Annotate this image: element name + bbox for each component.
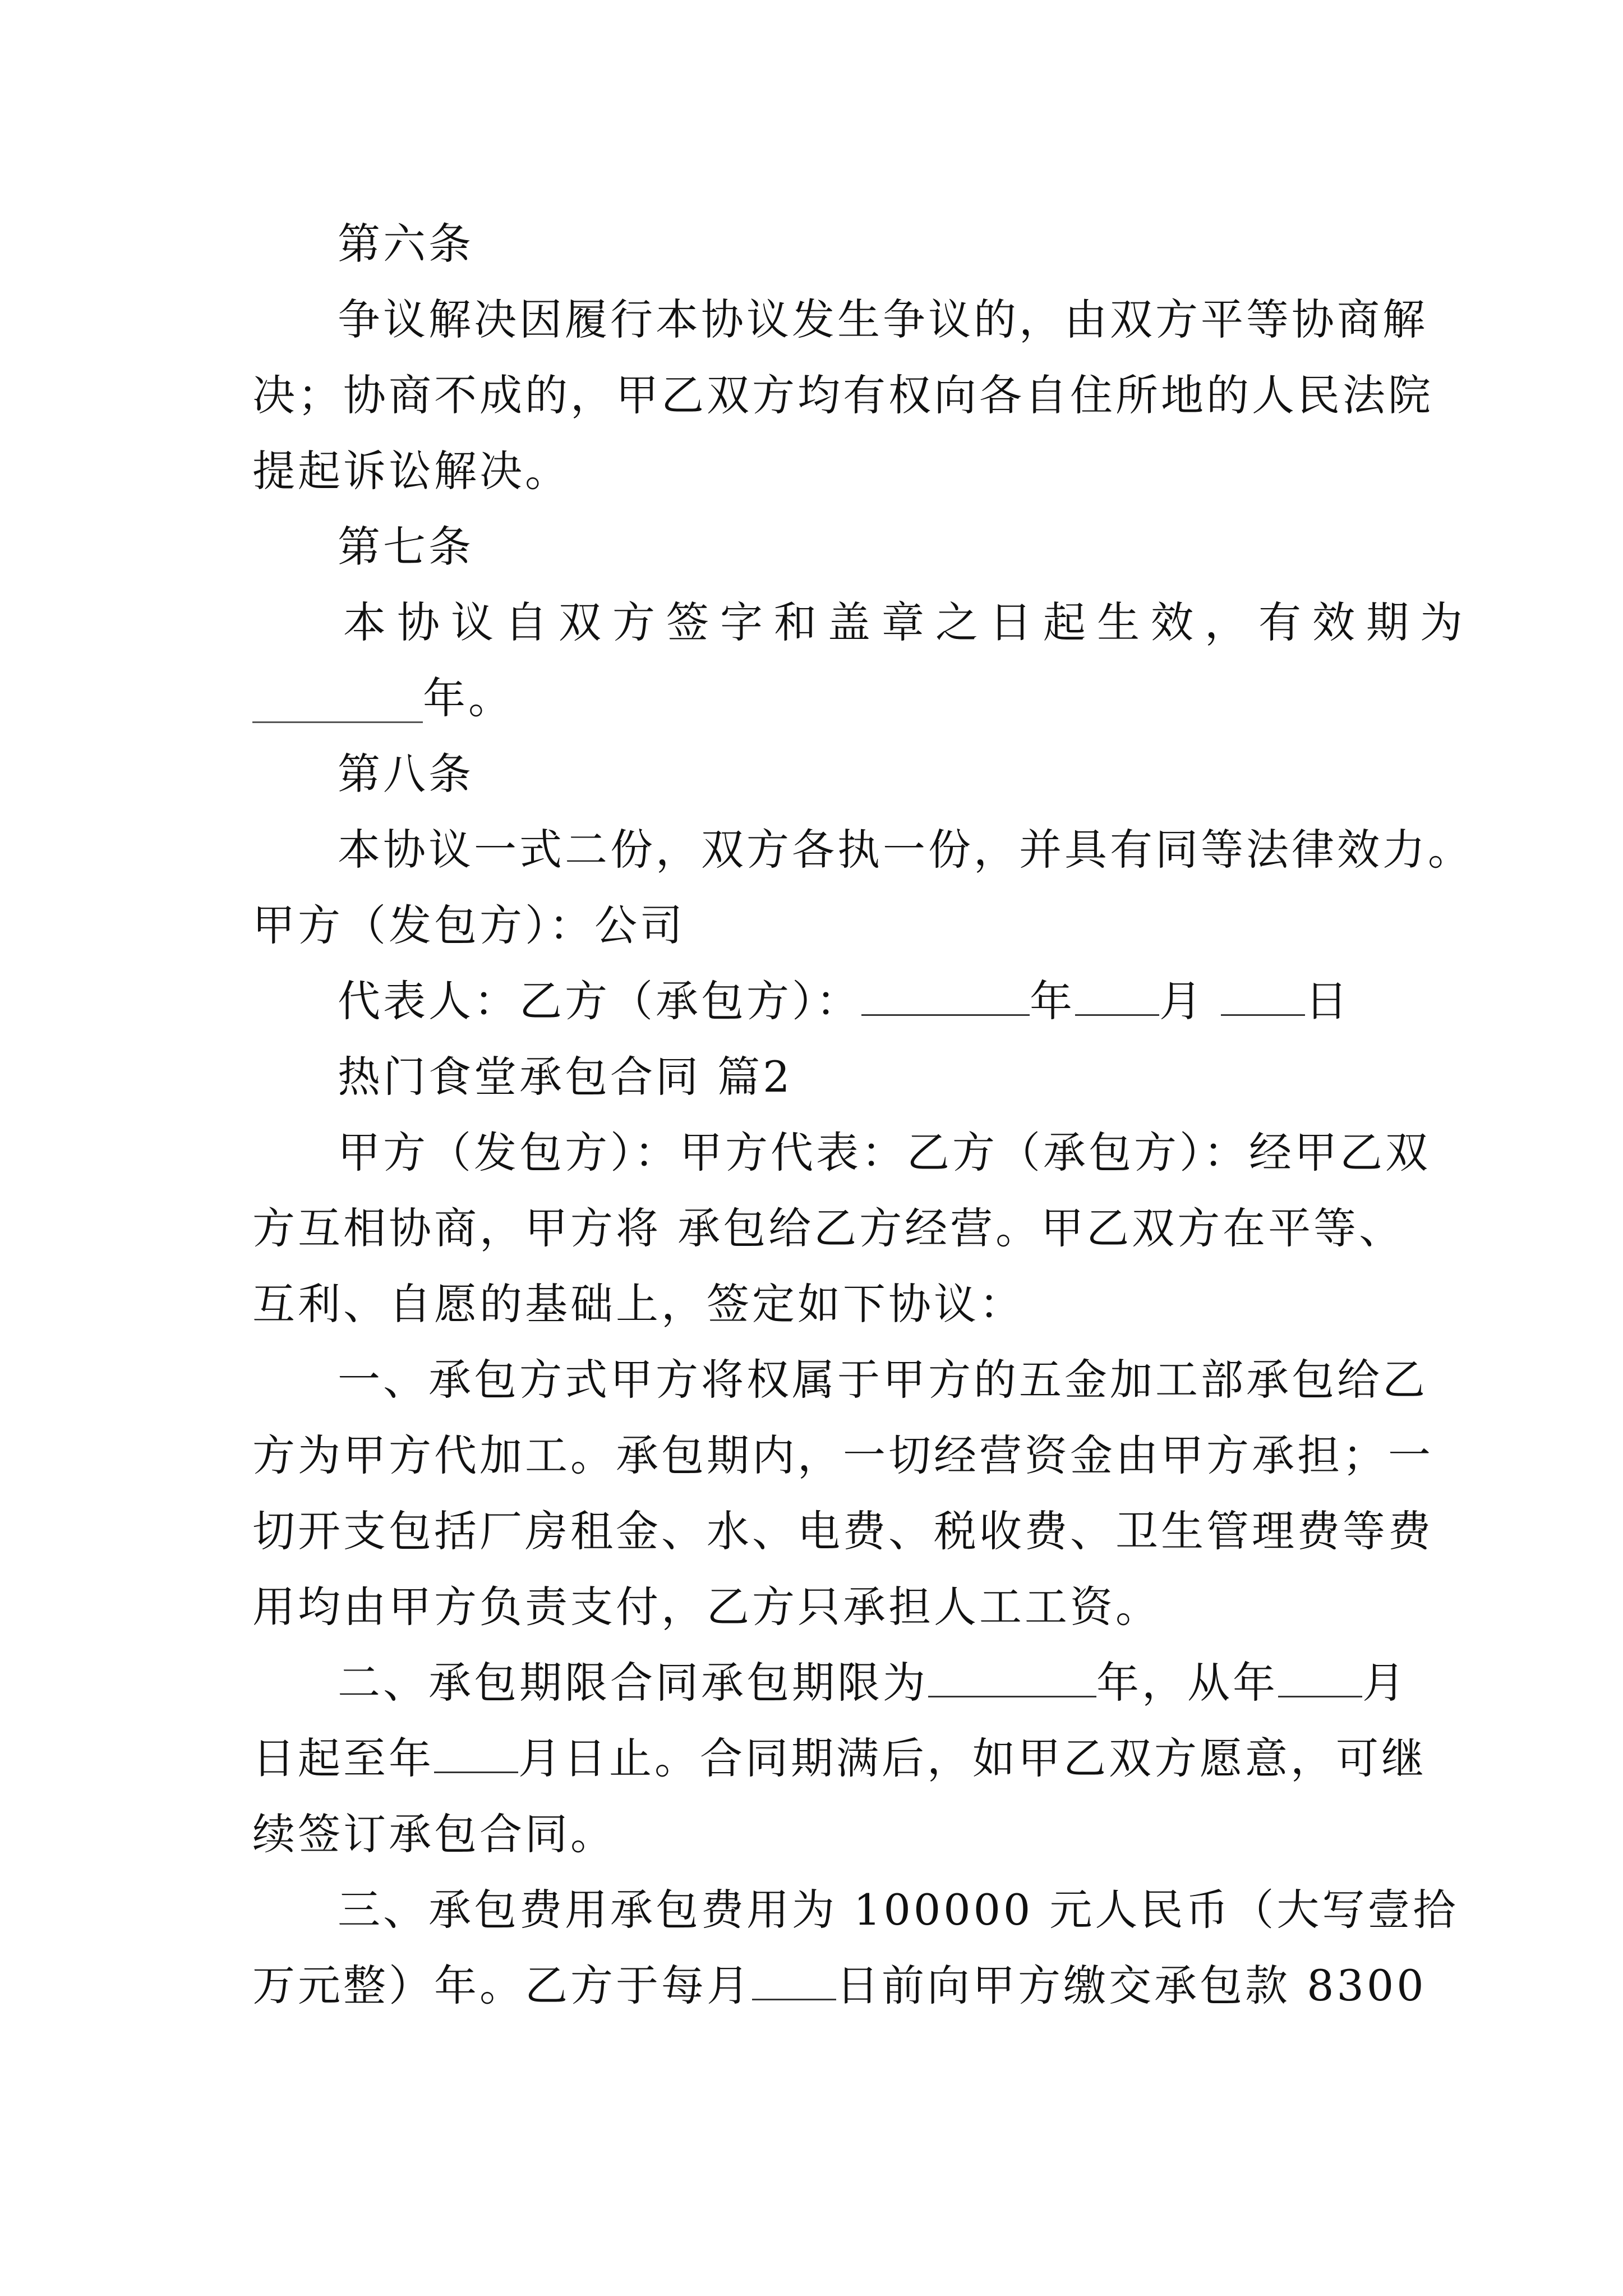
paragraph-line <box>252 670 1380 726</box>
line-text: 二、承包期限合同承包期限为 <box>338 1658 928 1708</box>
paragraph-line: 方为甲方代加工。承包期内，一切经营资金由甲方承担；一 <box>252 1430 1433 1480</box>
article-heading: 第六条 <box>338 219 474 269</box>
paragraph-line: 方互相协商，甲方将 承包给乙方经营。甲乙双方在平等、 <box>252 1203 1405 1253</box>
paragraph-line: 甲方（发包方）：甲方代表：乙方（承包方）：经甲乙双 <box>338 1128 1431 1177</box>
blank-month <box>434 1732 518 1773</box>
blank-day <box>1221 975 1305 1016</box>
line-text: 万元整）年。乙方于每月 <box>252 1961 752 2010</box>
paragraph-line: 决；协商不成的，甲乙双方均有权向各自住所地的人民法院 <box>252 370 1433 420</box>
blank-term <box>928 1657 1096 1697</box>
line-text: 年 <box>1030 976 1075 1026</box>
paragraph-line <box>252 1731 1427 1787</box>
line-text: 月 <box>1159 976 1205 1026</box>
article-heading: 第七条 <box>338 522 474 572</box>
paragraph-line: 争议解决因履行本协议发生争议的，由双方平等协商解 <box>338 295 1428 344</box>
paragraph-line: 一、承包方式甲方将权属于甲方的五金加工部承包给乙 <box>338 1355 1428 1405</box>
blank-term-years: ________ <box>252 673 423 723</box>
line-text: 年，从年 <box>1096 1658 1278 1708</box>
section-title: 热门食堂承包合同 篇2 <box>338 1052 793 1102</box>
article-heading: 第八条 <box>338 749 474 799</box>
paragraph-line: 用均由甲方负责支付，乙方只承担人工工资。 <box>252 1582 1161 1632</box>
line-text: 日起至年 <box>252 1733 434 1783</box>
signature-line <box>338 973 1381 1029</box>
line-text: 代表人：乙方（承包方）： <box>338 976 861 1026</box>
paragraph-line: 本协议一式二份，双方各执一份，并具有同等法律效力。 <box>338 825 1473 875</box>
line-text: 月日止。合同期满后，如甲乙双方愿意，可继 <box>518 1733 1427 1783</box>
paragraph-line: 本协议自双方签字和盖章之日起生效，有效期为 <box>343 597 1474 647</box>
line-text: 月 <box>1362 1658 1408 1708</box>
line-text: 日前向甲方缴交承包款 8300 <box>836 1961 1427 2010</box>
paragraph-line: 互利、自愿的基础上，签定如下协议： <box>252 1279 1025 1329</box>
line-text: 日 <box>1305 976 1351 1026</box>
paragraph-line: 三、承包费用承包费用为 100000 元人民币（大写壹拾 <box>338 1885 1459 1935</box>
paragraph-line: 切开支包括厂房租金、水、电费、税收费、卫生管理费等费 <box>252 1506 1433 1556</box>
paragraph-line: 续签订承包合同。 <box>252 1809 616 1859</box>
paragraph-line: 提起诉讼解决。 <box>252 446 570 496</box>
blank-day <box>752 1959 836 2000</box>
line-text: 年。 <box>423 673 514 723</box>
signature-party-a: 甲方（发包方）：公司 <box>252 900 685 950</box>
paragraph-line <box>338 1655 1408 1711</box>
blank-month <box>1075 975 1159 1016</box>
paragraph-line <box>252 1958 1427 2014</box>
blank-year <box>861 975 1030 1016</box>
blank-month <box>1278 1657 1362 1697</box>
